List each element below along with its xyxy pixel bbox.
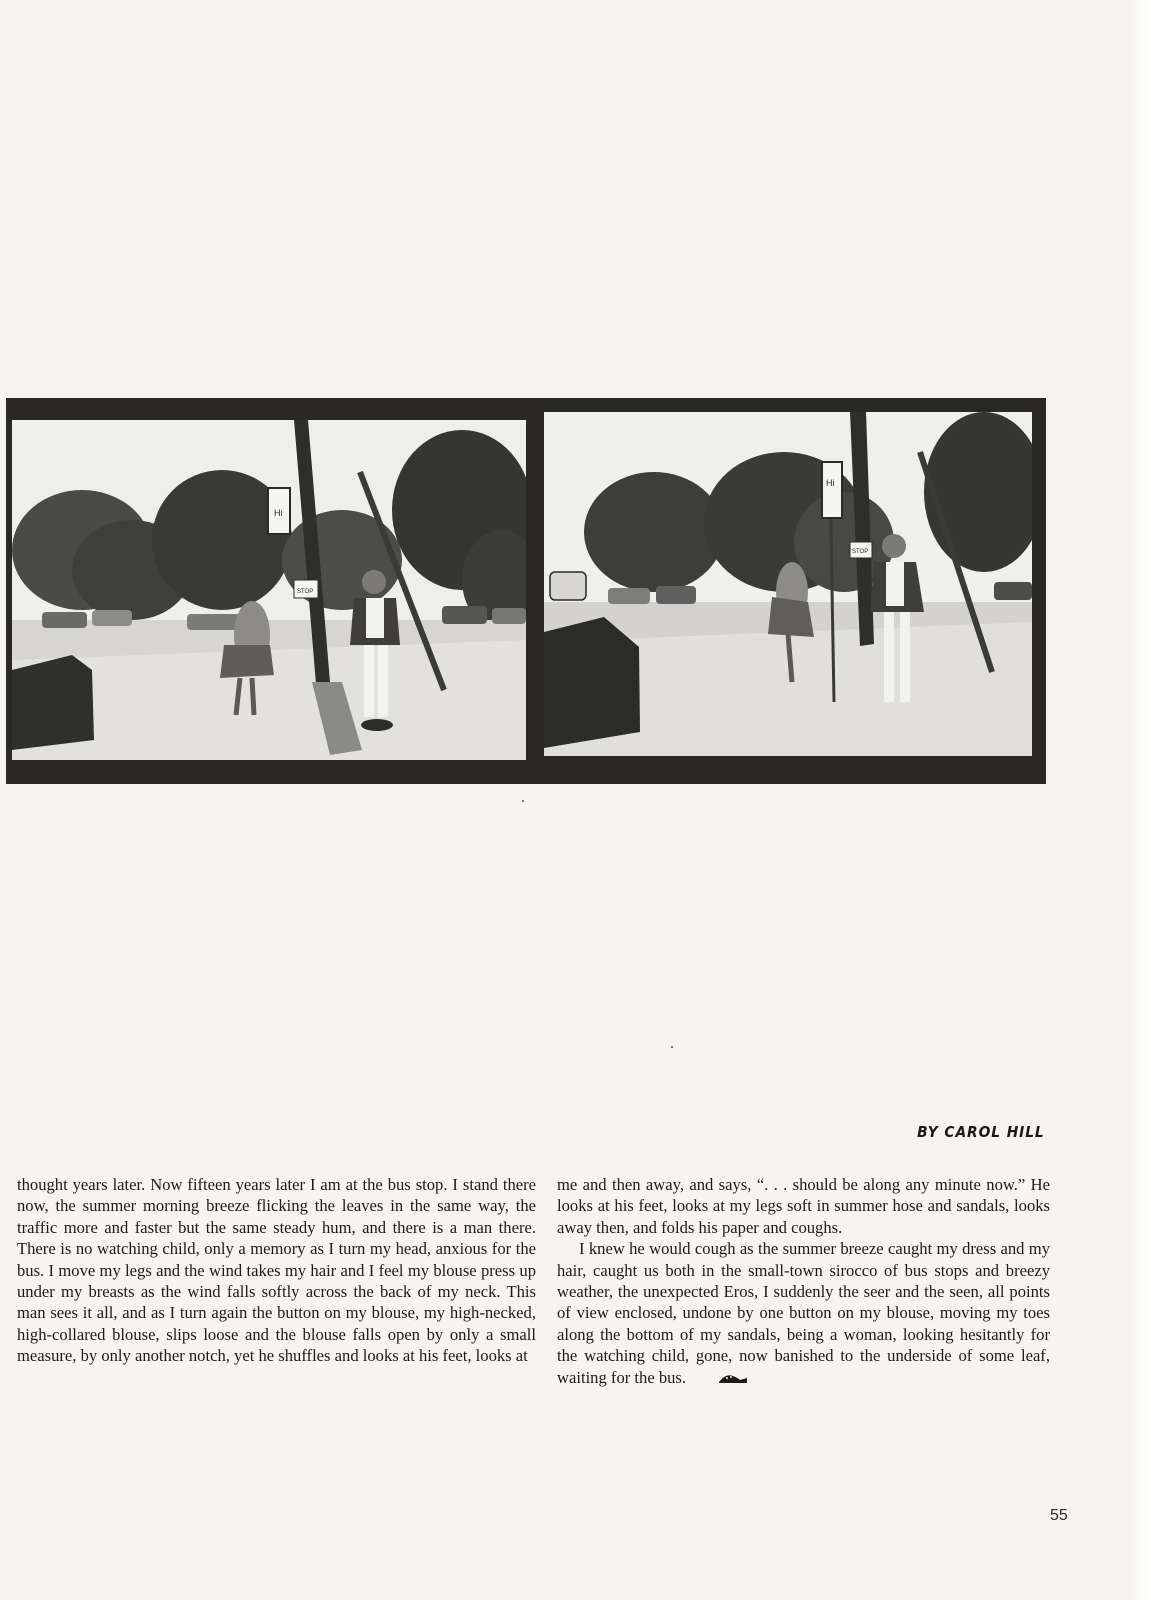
page-edge xyxy=(1129,0,1151,1600)
left-sign-subtext: STOP xyxy=(297,589,314,595)
byline: BY CAROL HILL xyxy=(917,1123,1045,1141)
bus-stop-photo-left xyxy=(12,420,526,760)
article-paragraph: thought years later. Now fifteen years later I am at the bus stop. I stand there now, the summer morning breeze flicking the leaves in the same way, the traffic more and faster but the same steady hum, and there is a man there. There is no watching child, only a memory as I turn my head, anxious for the bus. I move my legs and the wind takes my hair and I feel my blouse press up under my breasts as the wind falls softly across the back of my neck. This man sees it all, and as I turn again the button on my blouse, my high-necked, high-collared blouse, slips loose and the blouse falls open by only a small measure, by only another notch, yet he shuffles and looks at his feet, looks at xyxy=(17,1175,536,1366)
article-column-right xyxy=(557,1174,1050,1390)
right-sign-text: Hi xyxy=(826,478,835,488)
end-of-article-icon xyxy=(696,1368,748,1389)
photo-left-frame xyxy=(12,420,526,760)
photo-strip xyxy=(6,398,1046,784)
right-sign-subtext: STOP xyxy=(852,549,869,555)
left-sign-text: Hi xyxy=(274,508,283,518)
article-paragraph-text: I knew he would cough as the summer breeze caught my dress and my hair, caught us both in the small-town sirocco of bus stops and breezy weather, the unexpected Eros, I suddenly the seer and the seen, all points of view enclosed, undone by one button on my blouse, moving my toes along the bottom of my sandals, being a woman, looking hesitantly for the watching child, gone, now banished to the underside of some leaf, waiting for the bus. xyxy=(557,1239,1050,1387)
print-speck xyxy=(671,1046,673,1048)
article-paragraph: me and then away, and says, “. . . should be along any minute now.” He looks at his feet, looks at my legs soft in summer hose and sandals, looks away then, and folds his paper and coughs. xyxy=(557,1175,1050,1237)
photo-right-frame xyxy=(544,412,1032,756)
article-paragraph-final xyxy=(557,1238,1050,1389)
page-number: 55 xyxy=(1050,1507,1068,1524)
article-column-left xyxy=(17,1174,536,1367)
print-speck xyxy=(522,800,524,802)
bus-stop-photo-right xyxy=(544,412,1032,756)
